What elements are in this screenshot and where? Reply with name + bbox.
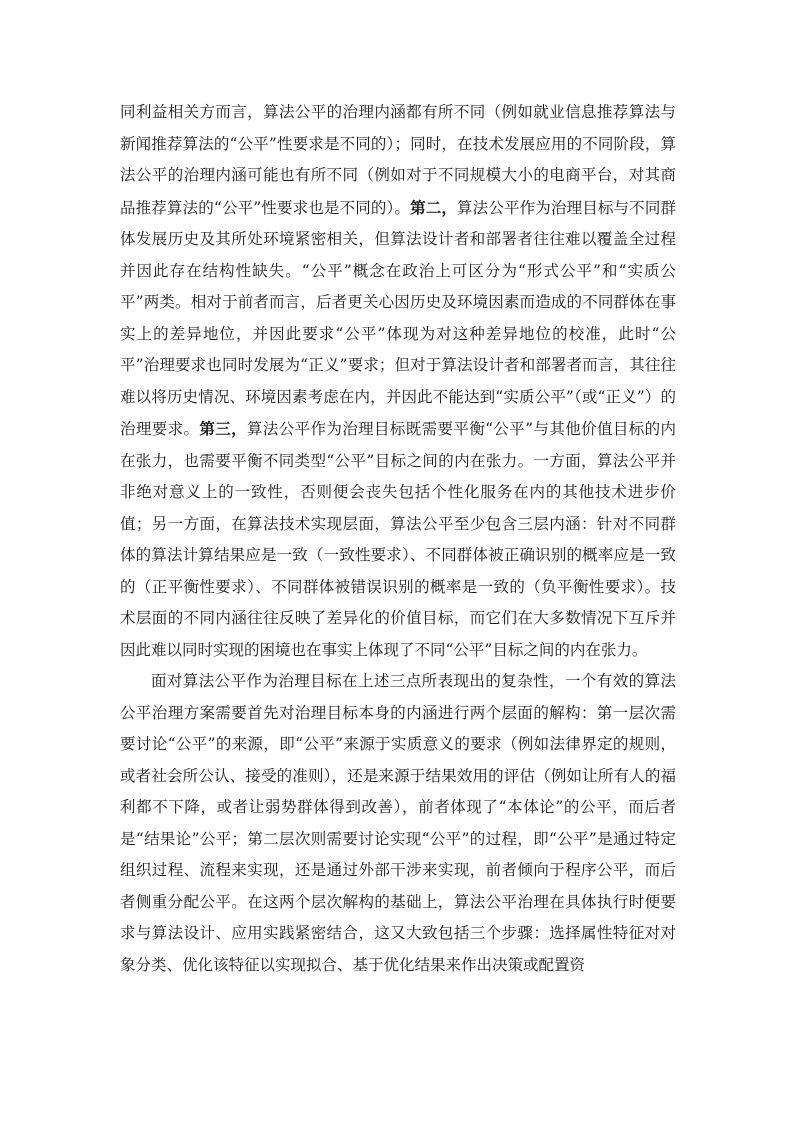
paragraph-1-heading-second: 第二，	[410, 197, 458, 217]
paragraph-1	[120, 97, 676, 666]
body-text	[120, 97, 676, 981]
paragraph-1-segment-1: 同利益相关方而言，算法公平的治理内涵都有所不同（例如就业信息推荐算法与新闻推荐算法的“公平”性要求是不同的）；同时，在技术发展应用的不同阶段，算法公平的治理内涵可能也有所不同（例如对于不同规模大小的电商平台，对其商品推荐算法的“公平”性要求也是不同的）。	[120, 103, 676, 217]
paragraph-2	[120, 666, 676, 981]
paragraph-2-segment-1: 面对算法公平作为治理目标在上述三点所表现出的复杂性，一个有效的算法公平治理方案需要首先对治理目标本身的内涵进行两个层面的解构：第一层次需要讨论“公平”的来源，即“公平”来源于实质意义的要求（例如法律界定的规则，或者社会所公认、接受的准则），还是来源于结果效用的评估（例如让所有人的福利都不下降，或者让弱势群体得到改善），前者体现了“本体论”的公平，而后者是“结果论”公平；第二层次则需要讨论实现“公平”的过程，即“公平”是通过特定组织过程、流程来实现，还是通过外部干涉来实现，前者倾向于程序公平，而后者侧重分配公平。在这两个层次解构的基础上，算法公平治理在具体执行时便要求与算法设计、应用实践紧密结合，这又大致包括三个步骤：选择属性特征对对象分类、优化该特征以实现拟合、基于优化结果来作出决策或配置资	[120, 672, 676, 974]
paragraph-1-segment-5: 算法公平作为治理目标既需要平衡“公平”与其他价值目标的内在张力，也需要平衡不同类型“公平”目标之间的内在张力。一方面，算法公平并非绝对意义上的一致性，否则便会丧失包括个性化服务在内的其他技术进步价值；另一方面，在算法技术实现层面，算法公平至少包含三层内涵：针对不同群体的算法计算结果应是一致（一致性要求）、不同群体被正确识别的概率应是一致的（正平衡性要求）、不同群体被错误识别的概率是一致的（负平衡性要求）。技术层面的不同内涵往往反映了差异化的价值目标，而它们在大多数情况下互斥并因此难以同时实现的困境也在事实上体现了不同“公平”目标之间的内在张力。	[120, 420, 676, 659]
paragraph-1-segment-3: 算法公平作为治理目标与不同群体发展历史及其所处环境紧密相关，但算法设计者和部署者往往难以覆盖全过程并因此存在结构性缺失。“公平”概念在政治上可区分为“形式公平”和“实质公平”两类。相对于前者而言，后者更关心因历史及环境因素而造成的不同群体在事实上的差异地位，并因此要求“公平”体现为对这种差异地位的校准，此时“公平”治理要求也同时发展为“正义”要求；但对于算法设计者和部署者而言，其往往难以将历史情况、环境因素考虑在内，并因此不能达到“实质公平”（或“正义”）的治理要求。	[120, 198, 676, 438]
paragraph-1-heading-third: 第三，	[199, 419, 247, 438]
